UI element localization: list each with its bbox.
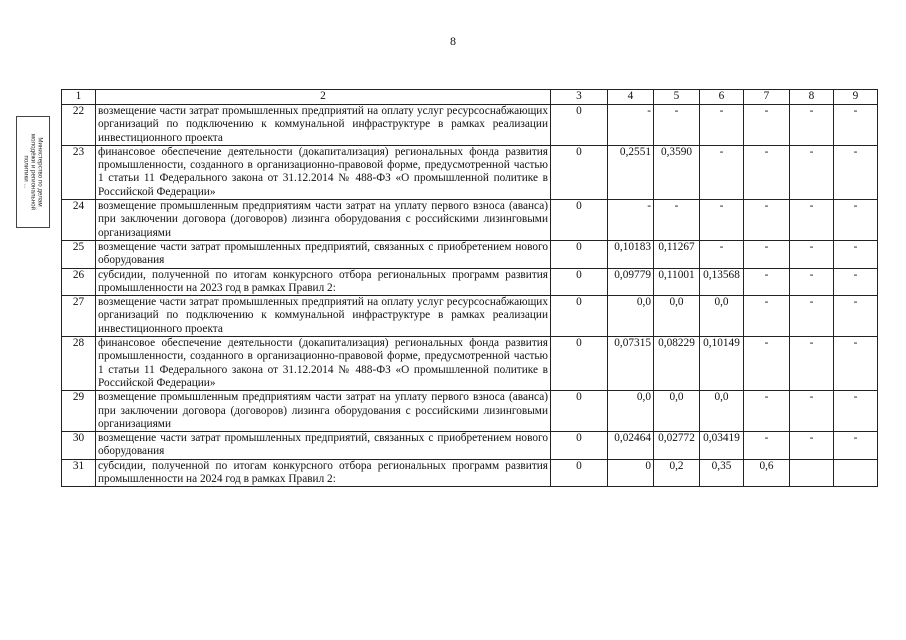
row-number: 24 xyxy=(62,200,96,241)
cell-col7: - xyxy=(744,105,790,146)
column-header: 1 xyxy=(62,90,96,105)
cell-col9: - xyxy=(834,105,878,146)
table-row xyxy=(62,391,878,432)
column-header: 9 xyxy=(834,90,878,105)
page-number: 8 xyxy=(450,34,456,48)
column-header: 6 xyxy=(700,90,744,105)
row-number: 28 xyxy=(62,337,96,391)
cell-col4: 0,10183 xyxy=(608,240,654,268)
column-header: 3 xyxy=(551,90,608,105)
cell-col9: - xyxy=(834,240,878,268)
column-header: 7 xyxy=(744,90,790,105)
column-header: 8 xyxy=(790,90,834,105)
cell-col5: 0,3590 xyxy=(654,145,700,199)
cell-col6: 0,0 xyxy=(700,391,744,432)
cell-col8: - xyxy=(790,105,834,146)
cell-col9: - xyxy=(834,268,878,296)
cell-col9: - xyxy=(834,200,878,241)
cell-col4: 0,02464 xyxy=(608,432,654,460)
row-number: 29 xyxy=(62,391,96,432)
row-number: 26 xyxy=(62,268,96,296)
cell-col3: 0 xyxy=(551,240,608,268)
row-description: возмещение части затрат промышленных предприятий, связанных с приобретением нового оборудования xyxy=(96,240,551,268)
table-header-row xyxy=(62,90,878,105)
cell-col5: 0,0 xyxy=(654,296,700,337)
cell-col6: 0,35 xyxy=(700,459,744,487)
cell-col3: 0 xyxy=(551,268,608,296)
cell-col8: - xyxy=(790,240,834,268)
row-number: 31 xyxy=(62,459,96,487)
table-row xyxy=(62,432,878,460)
column-header: 4 xyxy=(608,90,654,105)
cell-col4: 0,0 xyxy=(608,296,654,337)
cell-col5: 0,11267 xyxy=(654,240,700,268)
row-number: 25 xyxy=(62,240,96,268)
cell-col7: - xyxy=(744,432,790,460)
cell-col7: - xyxy=(744,268,790,296)
table-row xyxy=(62,200,878,241)
cell-col7: 0,6 xyxy=(744,459,790,487)
cell-col4: 0,09779 xyxy=(608,268,654,296)
table-row xyxy=(62,268,878,296)
cell-col6: - xyxy=(700,105,744,146)
row-description: финансовое обеспечение деятельности (докапитализация) региональных фонда развития промышленности, созданного в организационно-правовой форме, предусмотренной частью 1 статьи 11 Федерального закона от 31.12.2014 № 488-ФЗ «О промышленной политике в Российской Федерации» xyxy=(96,145,551,199)
cell-col5: 0,02772 xyxy=(654,432,700,460)
row-number: 22 xyxy=(62,105,96,146)
cell-col5: - xyxy=(654,200,700,241)
cell-col3: 0 xyxy=(551,432,608,460)
cell-col9: - xyxy=(834,432,878,460)
cell-col5: 0,11001 xyxy=(654,268,700,296)
cell-col5: 0,2 xyxy=(654,459,700,487)
cell-col9: - xyxy=(834,391,878,432)
cell-col3: 0 xyxy=(551,105,608,146)
cell-col3: 0 xyxy=(551,391,608,432)
cell-col7: - xyxy=(744,200,790,241)
cell-col7: - xyxy=(744,296,790,337)
cell-col7: - xyxy=(744,337,790,391)
cell-col6: - xyxy=(700,240,744,268)
cell-col5: 0,0 xyxy=(654,391,700,432)
row-description: возмещение промышленным предприятиям части затрат на уплату первого взноса (аванса) при заключении договора (договоров) лизинга оборудования с российскими лизинговыми организациями xyxy=(96,391,551,432)
cell-col8: - xyxy=(790,337,834,391)
stamp-text: Министерство по делам молодёжи и региональной политики ... xyxy=(22,133,44,211)
row-description: возмещение части затрат промышленных предприятий на оплату услуг ресурсоснабжающих организаций по подключению к коммунальной инфраструктуре в рамках реализации инвестиционного проекта xyxy=(96,105,551,146)
cell-col7: - xyxy=(744,391,790,432)
cell-col5: 0,08229 xyxy=(654,337,700,391)
cell-col9 xyxy=(834,459,878,487)
cell-col8: - xyxy=(790,200,834,241)
row-number: 30 xyxy=(62,432,96,460)
cell-col6: 0,03419 xyxy=(700,432,744,460)
cell-col6: 0,10149 xyxy=(700,337,744,391)
cell-col4: 0 xyxy=(608,459,654,487)
cell-col7: - xyxy=(744,240,790,268)
table-row xyxy=(62,296,878,337)
column-header: 2 xyxy=(96,90,551,105)
cell-col5: - xyxy=(654,105,700,146)
data-table xyxy=(61,89,878,487)
row-number: 27 xyxy=(62,296,96,337)
row-description: возмещение промышленным предприятиям части затрат на уплату первого взноса (аванса) при заключении договора (договоров) лизинга оборудования с российскими лизинговыми организациями xyxy=(96,200,551,241)
table-row xyxy=(62,240,878,268)
row-description: финансовое обеспечение деятельности (докапитализация) региональных фонда развития промышленности, созданного в организационно-правовой форме, предусмотренной частью 1 статьи 11 Федерального закона от 31.12.2014 № 488-ФЗ «О промышленной политике в Российской Федерации» xyxy=(96,337,551,391)
table-row xyxy=(62,105,878,146)
cell-col9: - xyxy=(834,296,878,337)
cell-col3: 0 xyxy=(551,200,608,241)
row-description: субсидии, полученной по итогам конкурсного отбора региональных программ развития промышленности на 2023 год в рамках Правил 2: xyxy=(96,268,551,296)
cell-col8: - xyxy=(790,432,834,460)
column-header: 5 xyxy=(654,90,700,105)
cell-col6: 0,13568 xyxy=(700,268,744,296)
registration-stamp xyxy=(16,116,50,228)
cell-col8 xyxy=(790,459,834,487)
cell-col3: 0 xyxy=(551,145,608,199)
cell-col8: - xyxy=(790,145,834,199)
row-number: 23 xyxy=(62,145,96,199)
cell-col6: - xyxy=(700,145,744,199)
cell-col4: - xyxy=(608,200,654,241)
cell-col9: - xyxy=(834,145,878,199)
cell-col3: 0 xyxy=(551,337,608,391)
cell-col3: 0 xyxy=(551,296,608,337)
cell-col7: - xyxy=(744,145,790,199)
row-description: субсидии, полученной по итогам конкурсного отбора региональных программ развития промышленности на 2024 год в рамках Правил 2: xyxy=(96,459,551,487)
cell-col6: - xyxy=(700,200,744,241)
cell-col9: - xyxy=(834,337,878,391)
cell-col8: - xyxy=(790,391,834,432)
table-row xyxy=(62,337,878,391)
cell-col8: - xyxy=(790,268,834,296)
row-description: возмещение части затрат промышленных предприятий, связанных с приобретением нового оборудования xyxy=(96,432,551,460)
cell-col8: - xyxy=(790,296,834,337)
cell-col4: 0,07315 xyxy=(608,337,654,391)
table-row xyxy=(62,459,878,487)
cell-col6: 0,0 xyxy=(700,296,744,337)
row-description: возмещение части затрат промышленных предприятий на оплату услуг ресурсоснабжающих организаций по подключению к коммунальной инфраструктуре в рамках реализации инвестиционного проекта xyxy=(96,296,551,337)
cell-col4: - xyxy=(608,105,654,146)
table-row xyxy=(62,145,878,199)
cell-col4: 0,0 xyxy=(608,391,654,432)
cell-col3: 0 xyxy=(551,459,608,487)
cell-col4: 0,2551 xyxy=(608,145,654,199)
